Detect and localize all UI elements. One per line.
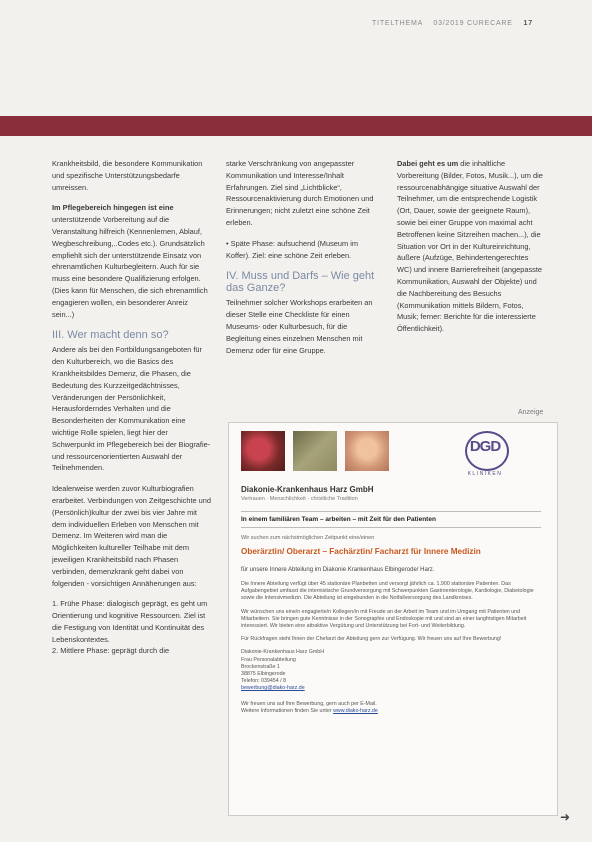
list-item: 2. Mittlere Phase: geprägt durch die [52, 646, 170, 656]
photo-flowers [241, 431, 285, 471]
paragraph: starke Verschränkung von angepasster Kommunikation und Interesse/Inhalt Erfahrungen. Ziel sind „Lichtblicke“, Ressourcenaktivierung durch Emotionen und Erinnerungen; nicht zuletzt eine schöne Zeit erleben. [226, 159, 374, 227]
address-line: Brockenstraße 1 [241, 663, 280, 670]
job-advertisement [228, 422, 558, 816]
ad-paragraph: Für Rückfragen steht Ihnen der Chefarzt der Abteilung gern zur Verfügung. Wir freuen uns auf Ihre Bewerbung! [241, 636, 502, 643]
ad-slogan: In einem familiären Team – arbeiten – mit Zeit für den Patienten [241, 511, 541, 528]
job-title: Oberärztin/ Oberarzt – Fachärztin/ Facharzt für Innere Medizin [241, 547, 481, 556]
job-department: für unsere Innere Abteilung im Diakonie Krankenhaus Elbingerode/ Harz. [241, 567, 435, 573]
address-line: Frau Personalabteilung [241, 656, 296, 663]
paragraph [52, 202, 212, 320]
paragraph: Krankheitsbild, die besondere Kommunikation und spezifische Unterstützungsbedarfe umreissen. [52, 159, 203, 192]
section-label: TITELTHEMA [372, 20, 423, 27]
logo-subtitle: KLINIKEN [467, 471, 503, 477]
section-heading: III. Wer macht denn so? [52, 329, 169, 342]
email-link[interactable]: bewerbung@diako-harz.de [241, 685, 305, 692]
ad-paragraph: Die Innere Abteilung verfügt über 45 stationäre Planbetten und versorgt jährlich ca. 1.900 stationäre Patienten. Das Aufgabengebiet umfasst die internistische Grundversorgung mit Schwerpunkten Gastroenterologie, Kardiologie, Diabetologie sowie die Intensivmedizin. Die Abteilung ist eingebunden in die Notfallversorgung des Landkreises. [241, 581, 534, 602]
column-2 [226, 158, 376, 365]
ad-intro: Wir suchen zum nächstmöglichen Zeitpunkt eine/einen [241, 535, 375, 541]
employer-name: Diakonie-Krankenhaus Harz GmbH [241, 485, 374, 494]
photo-landscape [293, 431, 337, 471]
next-page-arrow-icon: ➜ [560, 810, 571, 824]
list-item: 1. Frühe Phase: dialogisch geprägt, es geht um Orientierung und kognitive Ressourcen. Ziel ist die Festigung von Identität und Kontinuität des Lebenskontextes. [52, 599, 208, 644]
logo-text: DGD [469, 438, 501, 455]
address-line: Telefon: 039454 / 8 [241, 678, 287, 685]
address-line: 38875 Elbingerode [241, 671, 286, 678]
photo-people [345, 431, 389, 471]
dgd-logo [461, 431, 509, 475]
column-3 [397, 158, 545, 344]
ad-label: Anzeige [518, 409, 544, 416]
paragraph-text: unterstützende Vorbereitung auf die Veranstaltung hilfreich (Kennenlernen, Ablauf, Wegbeschreibung,..Codes etc.). Grundsätzlich empfiehlt sich der unterstützende Einsatz von ehrenamtlichen Kulturbegleitern. Auch für sie muss eine besondere Qualifizierung erfolgen. (Dies kann für Menschen, die sich ehrenamtlich engagieren wollen, ein besonderer Anreiz sein...) [52, 215, 208, 319]
ad-paragraph: Wir wünschen uns eine/n engagierte/n Kollegen/in mit Freude an der Arbeit im Team und im Umgang mit Patienten und Mitarbeitern. Sie bringen gute Kenntnisse in der Sonographie und Endoskopie mit und sind an einer langfristigen Mitarbeit interessiert. Wir bieten eine attraktive Vergütung und Unterstützung bei Fort- und Weiterbildung. [241, 608, 527, 630]
column-1 [52, 158, 212, 657]
paragraph: Idealerweise werden zuvor Kulturbiografien erarbeitet. Verbindungen von Zeitgeschichte und (Persönlich)kultur der zwei bis vier Jahre mit dem individuellen Erleben von Menschen mit Demenz. Im Weiteren wird man die Möglichkeiten kultureller Teilhabe mit dem jeweiligen Krankheitsbild nach Phasen verbinden, demenzkrank geht dabei von folgenden - vorsichtigen Annäherungen aus: [52, 484, 212, 588]
paragraph [397, 158, 545, 335]
lead-text: Dabei geht es um [397, 159, 459, 168]
employer-tagline: Vertrauen · Menschlichkeit · christliche Tradition [241, 496, 358, 502]
website-link[interactable]: www.diako-harz.de [333, 707, 378, 714]
paragraph: Teilnehmer solcher Workshops erarbeiten an dieser Stelle eine Checkliste für einen Museums- oder Kulturbesuch, für die Begleitung eines einzelnen Menschen mit Demenz oder für eine Gruppe. [226, 298, 373, 355]
section-heading: IV. Muss und Darfs – Wie geht das Ganze? [226, 270, 375, 295]
list-item: • Späte Phase: aufsuchend (Museum im Koffer). Ziel: eine schöne Zeit erleben. [226, 238, 358, 260]
page-number: 17 [523, 20, 533, 27]
paragraph: Andere als bei den Fortbildungsangeboten für den Kulturbereich, wo die Basics des Krankheitsbildes Demenz, die Phasen, die Bedeutung des Kurzzeitgedächtnisses, Veränderungen der Persönlichkeit, Herausforderndes Verhalten und die Besonderheiten der Kommunikation eine wichtige Rolle spielen, liegt hier der Schwerpunkt im Pflegebereich bei der Biografie- und ressourcenorientierten Auswahl der Teilnehmenden. [52, 345, 211, 473]
issue-label: 03/2019 CURECARE [433, 20, 513, 27]
paragraph-text: die inhaltliche Vorbereitung (Bilder, Fotos, Musik...), um die ressourcenabhängige situative Auswahl der Teilnehmer, um die entsprechende Logistik (Ort, Dauer, sowie der geeignete Raum), sowie bei einer Gruppe von maximal acht Betroffenen keine Sitzreihen machen...), die Situation vor Ort in der Kultureinrichtung, äußere (Aufzüge, Behindertengerechtes WC) und innere Barrierefreiheit (angepasste Kommunikation, Auswahl der Objekte) und die Nachbereitung des Besuchs (Kommunikation mittels Bildern, Fotos, Musik; ferner: Berichte für die interessierte Öffentlichkeit). [397, 159, 543, 334]
color-band [0, 116, 592, 136]
lead-text: Im Pflegebereich hingegen ist eine [52, 203, 174, 213]
ad-footer [241, 701, 541, 715]
ad-footer-text: Wir freuen uns auf Ihre Bewerbung, gern auch per E-Mail. [241, 700, 377, 707]
ad-footer-text: Weitere Informationen finden Sie unter [241, 707, 332, 714]
address-line: Diakonie-Krankenhaus Harz GmbH [241, 649, 325, 656]
contact-address [241, 649, 541, 692]
ad-body [241, 581, 541, 721]
page-header [372, 20, 533, 27]
